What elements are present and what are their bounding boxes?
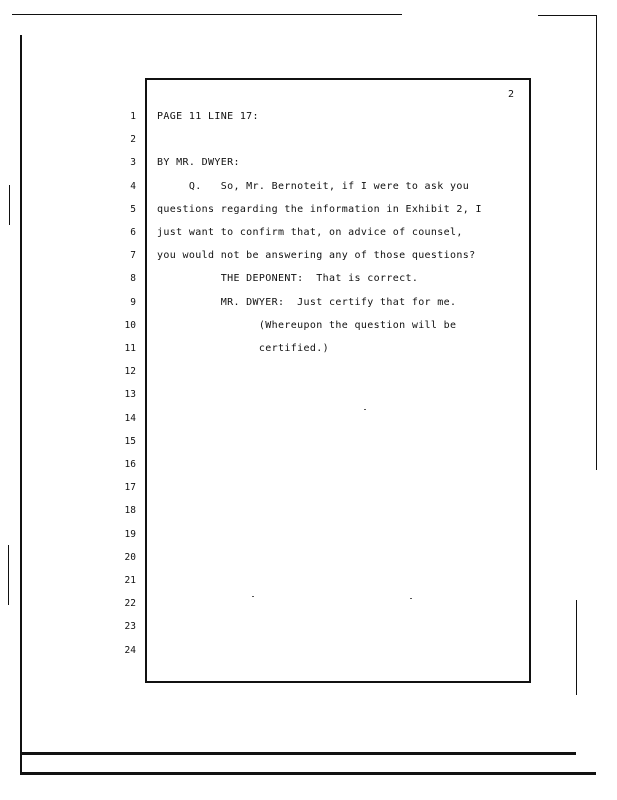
line-number: 24 <box>124 644 136 656</box>
transcript-line-text: just want to confirm that, on advice of counsel, <box>157 227 463 238</box>
transcript-line-text: Q. So, Mr. Bernoteit, if I were to ask you <box>157 180 470 192</box>
line-number: 11 <box>124 343 136 354</box>
line-number: 18 <box>124 505 136 517</box>
line-number: 22 <box>124 598 136 610</box>
line-number: 20 <box>124 551 136 563</box>
scan-top-rule <box>12 14 402 15</box>
line-number: 6 <box>130 227 136 238</box>
line-number: 1 <box>130 111 136 122</box>
scan-right-border <box>596 15 597 470</box>
line-number: 10 <box>124 319 136 331</box>
line-number: 7 <box>130 250 136 262</box>
transcript-line-text: (Whereupon the question will be <box>157 319 457 331</box>
line-number: 14 <box>124 412 136 424</box>
line-number: 2 <box>130 134 136 146</box>
line-number: 8 <box>130 273 136 285</box>
scan-left-border <box>20 35 22 773</box>
line-number: 15 <box>124 435 136 447</box>
scan-bottom-rule-lower <box>20 772 596 775</box>
line-number: 5 <box>130 203 136 215</box>
line-number: 21 <box>124 575 136 586</box>
transcript-line-text: questions regarding the information in Exhibit 2, I <box>157 203 482 215</box>
line-number: 13 <box>124 389 136 401</box>
page-number: 2 <box>508 89 515 100</box>
transcript-page-frame <box>145 78 531 683</box>
line-number: 16 <box>124 459 136 470</box>
line-number: 12 <box>124 366 136 378</box>
scan-edge-left-marks-lower <box>8 545 9 605</box>
transcript-line-text: certified.) <box>157 343 330 354</box>
line-number: 9 <box>130 296 136 308</box>
line-number: 17 <box>124 482 136 494</box>
transcript-line-text: THE DEPONENT: That is correct. <box>157 273 419 285</box>
transcript-line-text: MR. DWYER: Just certify that for me. <box>157 296 457 308</box>
scan-bottom-rule-upper <box>20 752 576 755</box>
transcript-line-text: PAGE 11 LINE 17: <box>157 111 259 122</box>
line-number: 19 <box>124 528 136 540</box>
transcript-line-text: BY MR. DWYER: <box>157 157 240 169</box>
transcript-line-text: you would not be answering any of those questions? <box>157 250 476 262</box>
scan-edge-left-marks <box>9 185 10 225</box>
line-number: 4 <box>130 180 136 192</box>
scan-top-right-rule <box>538 15 596 16</box>
line-number: 23 <box>124 621 136 633</box>
line-number: 3 <box>130 157 136 169</box>
scan-right-lower-border <box>576 600 577 695</box>
